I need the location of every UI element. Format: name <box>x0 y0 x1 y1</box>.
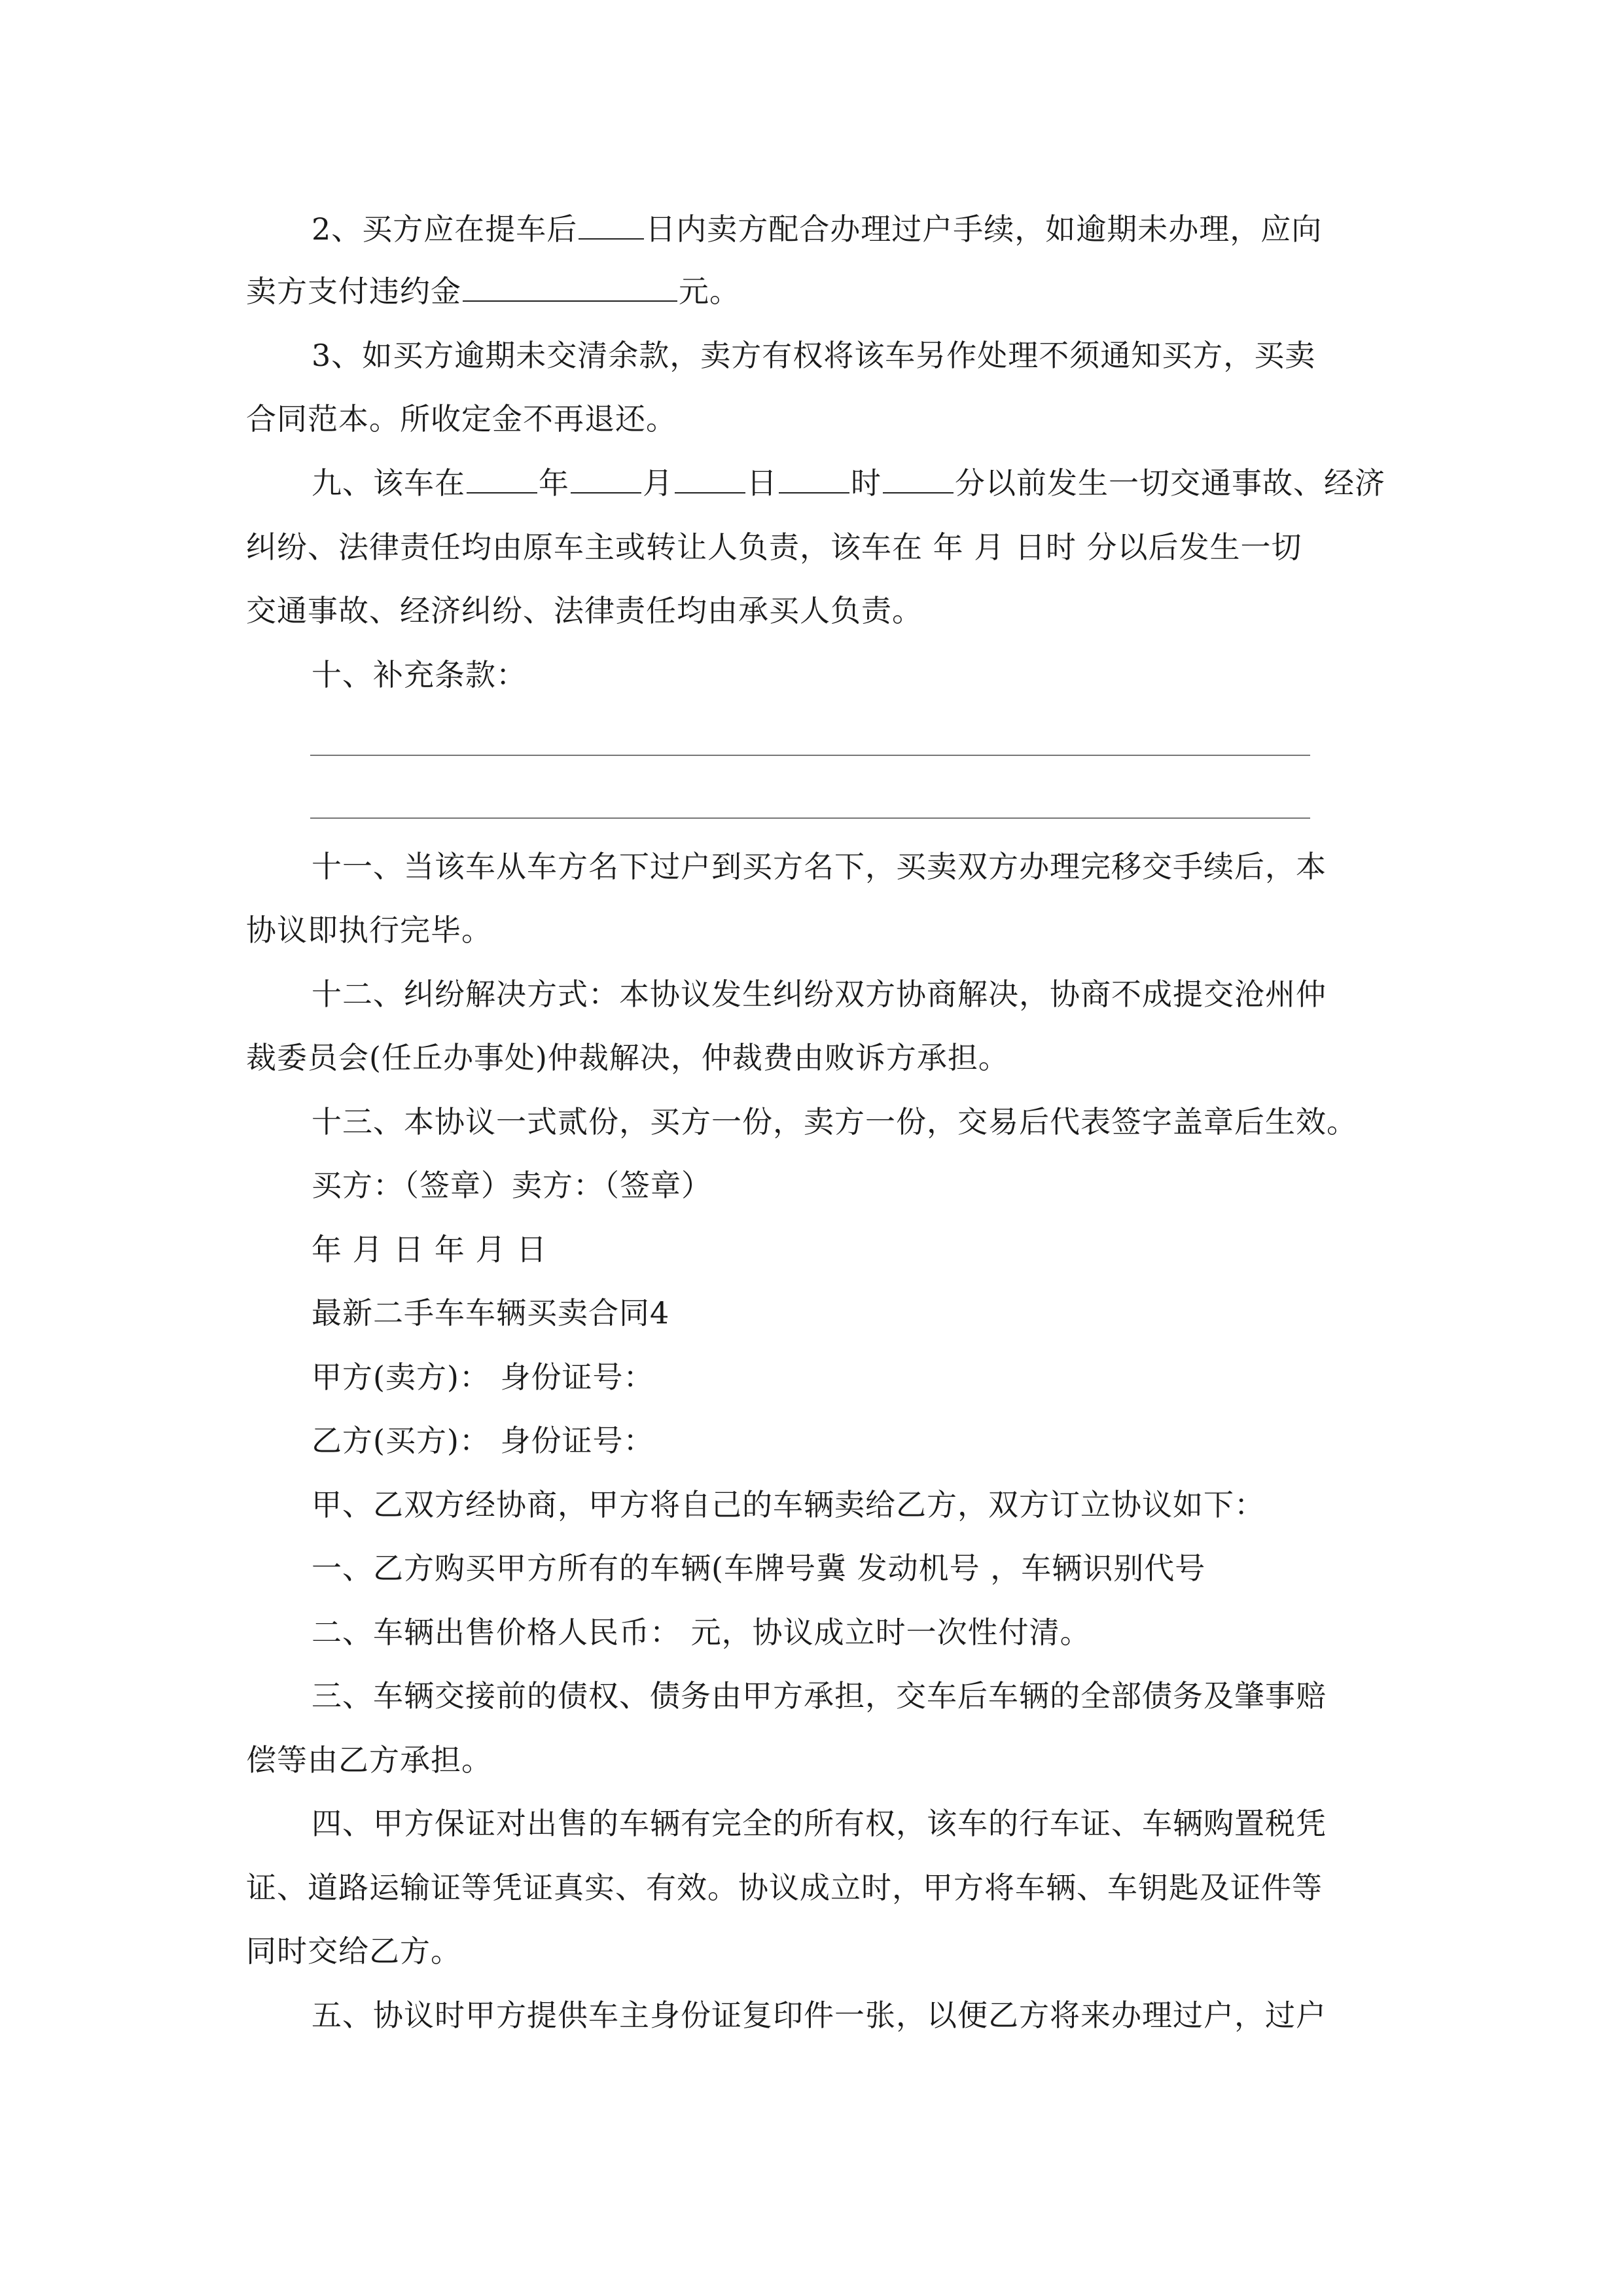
clause-2-line-2 <box>246 272 1378 311</box>
contract-4-clause-3-line-1: 三、车辆交接前的债权、债务由甲方承担，交车后车辆的全部债务及肇事赔 <box>312 1678 1327 1713</box>
party-a-line: 甲方(卖方)： 身份证号： <box>312 1359 654 1395</box>
minute-blank <box>883 463 954 493</box>
clause-9-text-b: 分以前发生一切交通事故、经济 <box>955 465 1385 501</box>
clause-3-line-1: 3、如买方逾期未交清余款，卖方有权将该车另作处理不须通知买方，买卖 <box>312 338 1316 373</box>
year-blank <box>467 463 537 493</box>
clause-2-text-c: 卖方支付违约金 <box>246 274 461 309</box>
clause-2-text-b: 日内卖方配合办理过户手续，如逾期未办理，应向 <box>645 211 1323 247</box>
day-label: 日 <box>747 465 777 501</box>
days-blank <box>579 209 644 240</box>
contract-4-clause-2: 二、车辆出售价格人民币： 元，协议成立时一次性付清。 <box>312 1615 1091 1650</box>
clause-11-line-2: 协议即执行完毕。 <box>246 912 492 948</box>
signature-line: 买方：（签章）卖方：（签章） <box>312 1168 712 1203</box>
clause-13: 十三、本协议一式贰份，买方一份，卖方一份，交易后代表签字盖章后生效。 <box>312 1104 1357 1139</box>
clause-9-text-a: 九、该车在 <box>312 465 465 501</box>
contract-4-clause-5-line-1: 五、协议时甲方提供车主身份证复印件一张，以便乙方将来办理过户，过户 <box>312 1998 1327 2033</box>
clause-3-line-2: 合同范本。所收定金不再退还。 <box>246 401 677 437</box>
contract-4-clause-1: 一、乙方购买甲方所有的车辆(车牌号冀 发动机号 ，车辆识别代号 <box>312 1551 1206 1586</box>
day-blank <box>675 463 745 493</box>
contract-4-clause-4-line-1: 四、甲方保证对出售的车辆有完全的所有权，该车的行车证、车辆购置税凭 <box>312 1806 1327 1841</box>
contract-4-title: 最新二手车车辆买卖合同4 <box>312 1295 670 1331</box>
hour-blank <box>779 463 849 493</box>
date-line: 年 月 日 年 月 日 <box>312 1232 548 1267</box>
clause-9-line-3: 交通事故、经济纠纷、法律责任均由承买人负责。 <box>246 593 923 628</box>
hour-label: 时 <box>851 465 882 501</box>
supplement-line-1 <box>310 755 1310 756</box>
penalty-amount-blank <box>463 272 677 302</box>
clause-2-line-1 <box>312 209 1444 249</box>
clause-9-line-2: 纠纷、法律责任均由原车主或转让人负责，该车在 年 月 日时 分以后发生一切 <box>246 529 1302 565</box>
party-b-line: 乙方(买方)： 身份证号： <box>312 1423 654 1458</box>
year-label: 年 <box>539 465 569 501</box>
clause-9-line-1 <box>312 463 1444 503</box>
month-blank <box>571 463 641 493</box>
supplement-line-2 <box>310 817 1310 819</box>
clause-11-line-1: 十一、当该车从车方名下过户到买方名下，买卖双方办理完移交手续后，本 <box>312 849 1327 884</box>
contract-4-clause-3-line-2: 偿等由乙方承担。 <box>246 1742 492 1778</box>
clause-2-text-a: 2、买方应在提车后 <box>312 211 578 247</box>
clause-12-line-2: 裁委员会(任丘办事处)仲裁解决，仲裁费由败诉方承担。 <box>246 1040 1009 1075</box>
clause-10: 十、补充条款： <box>312 657 527 692</box>
intro-line: 甲、乙双方经协商，甲方将自己的车辆卖给乙方，双方订立协议如下： <box>312 1487 1265 1522</box>
contract-4-clause-4-line-3: 同时交给乙方。 <box>246 1933 461 1969</box>
clause-2-text-d: 元。 <box>679 274 740 309</box>
contract-4-clause-4-line-2: 证、道路运输证等凭证真实、有效。协议成立时，甲方将车辆、车钥匙及证件等 <box>246 1870 1323 1905</box>
month-label: 月 <box>643 465 673 501</box>
clause-12-line-1: 十二、纠纷解决方式：本协议发生纠纷双方协商解决，协商不成提交沧州仲 <box>312 977 1327 1012</box>
